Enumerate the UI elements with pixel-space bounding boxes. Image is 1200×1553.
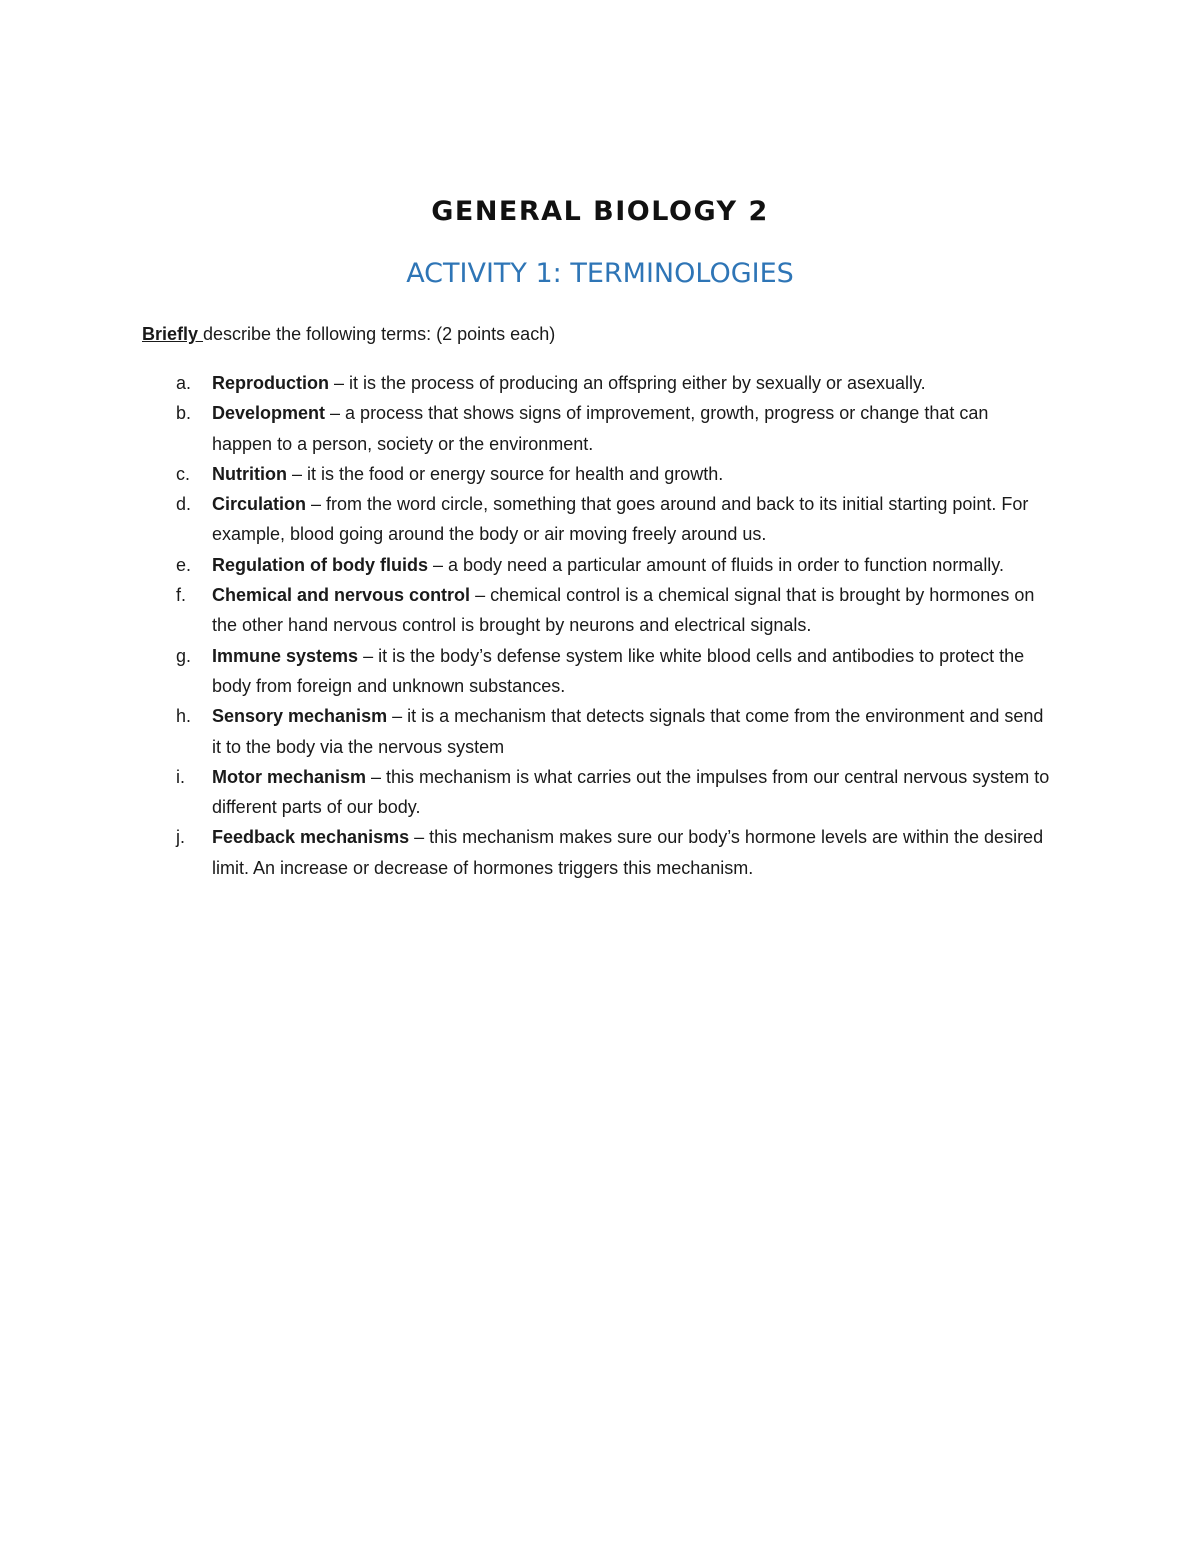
list-marker: e. [176, 554, 192, 575]
term-definition: – it is the body’s defense system like white blood cells and antibodies to protect the body from foreign and unknown substances. [212, 645, 1025, 696]
term-name: Sensory mechanism [212, 706, 388, 727]
term-name: Immune systems [212, 645, 359, 666]
term-definition: – it is a mechanism that detects signals that come from the environment and send it to the body via the nervous system [212, 706, 1044, 757]
list-item [0, 459, 1052, 489]
list-marker: g. [176, 645, 192, 666]
terms-list [0, 368, 1200, 883]
list-marker: i. [176, 766, 185, 787]
term-name: Circulation [212, 494, 307, 515]
list-marker: b. [176, 403, 192, 424]
term-name: Motor mechanism [212, 766, 367, 787]
term-definition: – a process that shows signs of improvement, growth, progress or change that can happen to a person, society or the environment. [212, 403, 989, 454]
list-marker: j. [176, 827, 185, 848]
term-definition: – it is the process of producing an offspring either by sexually or asexually. [329, 373, 926, 393]
list-item [0, 701, 1052, 762]
list-marker: f. [176, 585, 187, 606]
term-name: Reproduction [212, 373, 329, 393]
term-definition: – a body need a particular amount of fluids in order to function normally. [427, 554, 1004, 575]
list-item [0, 580, 1052, 641]
list-item [0, 641, 1052, 702]
term-name: Nutrition [212, 463, 287, 484]
activity-title: ACTIVITY 1: TERMINOLOGIES [406, 258, 794, 289]
list-item [0, 489, 1052, 550]
list-marker: a. [176, 373, 192, 393]
list-item [0, 368, 1052, 398]
term-definition: – chemical control is a chemical signal that is brought by hormones on the other hand nervous control is brought by neurons and electrical signals. [212, 585, 1035, 636]
instructions-emphasis: Briefly [142, 324, 204, 344]
instructions-text: describe the following terms: (2 points each) [203, 324, 556, 344]
list-marker: c. [176, 463, 191, 484]
term-name: Development [212, 403, 326, 424]
page-title: GENERAL BIOLOGY 2 [431, 196, 769, 227]
list-item [0, 398, 1052, 459]
term-definition: – this mechanism makes sure our body’s hormone levels are within the desired limit. An increase or decrease of hormones triggers this mechanism. [212, 827, 1044, 878]
list-item [0, 822, 1052, 883]
list-item [0, 762, 1052, 823]
term-name: Feedback mechanisms [212, 827, 410, 848]
term-definition: – it is the food or energy source for health and growth. [286, 463, 724, 484]
list-item [0, 550, 1052, 580]
list-marker: d. [176, 494, 192, 515]
term-definition: – from the word circle, something that goes around and back to its initial starting point. For example, blood going around the body or air moving freely around us. [212, 494, 1029, 545]
term-name: Regulation of body fluids [212, 554, 428, 575]
term-definition: – this mechanism is what carries out the impulses from our central nervous system to different parts of our body. [212, 766, 1050, 818]
list-marker: h. [176, 706, 192, 727]
term-name: Chemical and nervous control [212, 585, 471, 606]
instructions [142, 322, 555, 346]
